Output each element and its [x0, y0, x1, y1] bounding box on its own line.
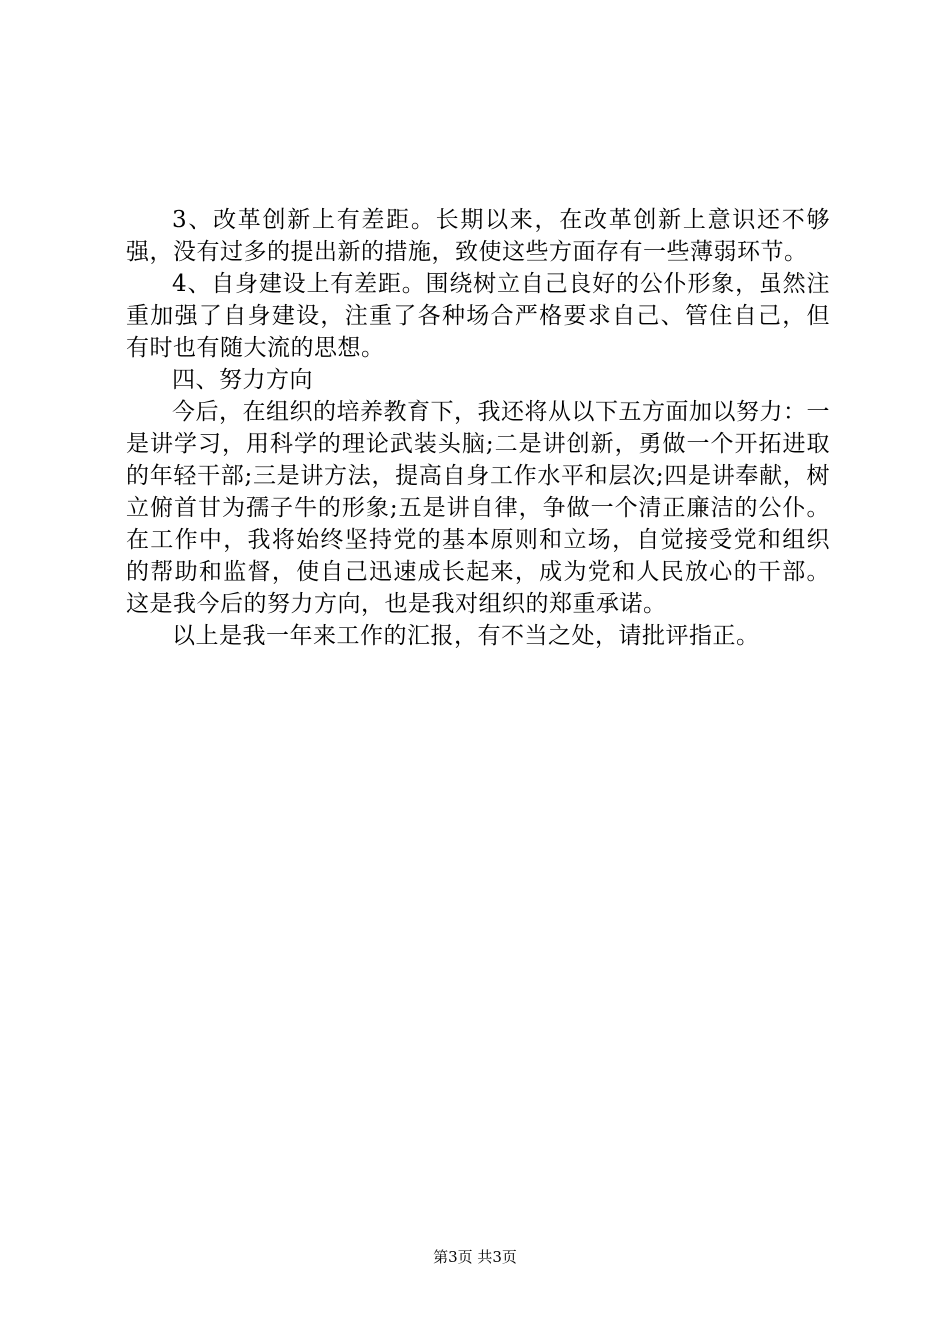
paragraph-future-efforts: 今后，在组织的培养教育下，我还将从以下五方面加以努力：一是讲学习，用科学的理论武装头脑;二是讲创新，勇做一个开拓进取的年轻干部;三是讲方法，提高自身工作水平和层次;四是讲奉献，树立俯首甘为孺子牛的形象;五是讲自律，争做一个清正廉洁的公仆。在工作中，我将始终坚持党的基本原则和立场，自觉接受党和组织的帮助和监督，使自己迅速成长起来，成为党和人民放心的干部。这是我今后的努力方向，也是我对组织的郑重承诺。 [126, 399, 830, 617]
paragraph-closing: 以上是我一年来工作的汇报，有不当之处，请批评指正。 [172, 623, 760, 649]
paragraph-self-building-gap: 4、自身建设上有差距。围绕树立自己良好的公仆形象，虽然注重加强了自身建设，注重了各种场合严格要求自己、管住自己，但有时也有随大流的思想。 [126, 271, 830, 361]
paragraph-reform-innovation-gap: 3、改革创新上有差距。长期以来，在改革创新上意识还不够强，没有过多的提出新的措施，致使这些方面存有一些薄弱环节。 [126, 207, 830, 265]
section-heading-effort-direction: 四、努力方向 [172, 367, 313, 393]
document-body [126, 204, 830, 652]
page-number-footer: 第3页 共3页 [433, 1248, 517, 1266]
